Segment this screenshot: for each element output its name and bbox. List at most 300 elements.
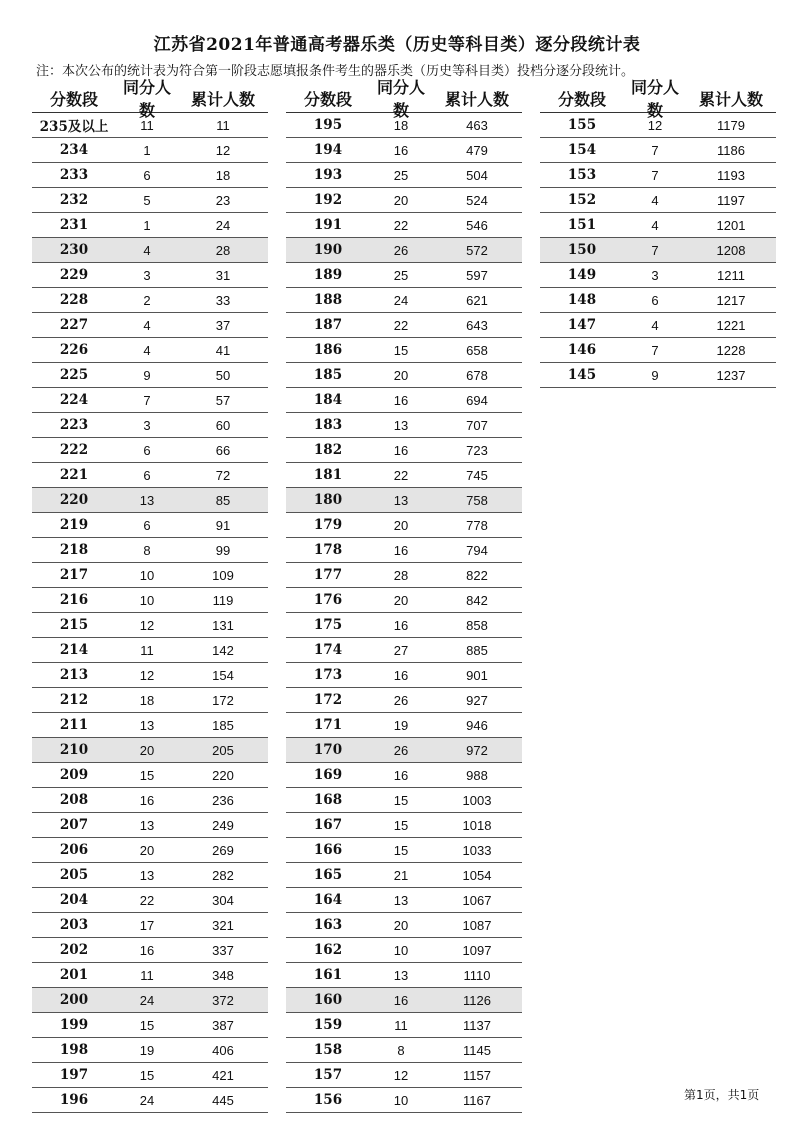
- table-row: [32, 1088, 268, 1113]
- score-cell: 218: [59, 542, 89, 558]
- cumulative-count-cell: 66: [215, 442, 231, 458]
- table-row: [286, 638, 522, 663]
- table-row: [32, 938, 268, 963]
- score-cell: 165: [313, 867, 343, 883]
- score-cell: 220: [59, 492, 89, 508]
- table-row: [32, 313, 268, 338]
- same-count-cell: 12: [647, 117, 663, 133]
- same-count-cell: 15: [393, 817, 409, 833]
- table-row: [32, 963, 268, 988]
- score-cell: 214: [59, 642, 89, 658]
- score-cell: 224: [59, 392, 89, 408]
- cumulative-count-cell: 445: [212, 1092, 234, 1108]
- cumulative-count-cell: 1208: [716, 242, 746, 258]
- cumulative-count-cell: 37: [215, 317, 231, 333]
- score-cell: 221: [59, 467, 89, 483]
- cumulative-count-cell: 1018: [462, 817, 492, 833]
- score-cell: 217: [59, 567, 89, 583]
- same-count-cell: 20: [393, 367, 409, 383]
- cumulative-count-cell: 504: [466, 167, 488, 183]
- table-row: [32, 588, 268, 613]
- score-cell: 151: [567, 217, 597, 233]
- same-count-cell: 8: [143, 542, 151, 558]
- score-cell: 208: [59, 792, 89, 808]
- score-cell: 160: [313, 992, 343, 1008]
- table-row: [32, 238, 268, 263]
- score-cell: 150: [567, 242, 597, 258]
- table-row: [540, 288, 776, 313]
- cumulative-count-cell: 220: [212, 767, 234, 783]
- score-cell: 188: [313, 292, 343, 308]
- cumulative-count-cell: 463: [466, 117, 488, 133]
- table-row: [32, 363, 268, 388]
- same-count-cell: 10: [393, 942, 409, 958]
- table-row: [286, 413, 522, 438]
- table-row: [286, 463, 522, 488]
- score-cell: 226: [59, 342, 89, 358]
- same-count-cell: 24: [139, 992, 155, 1008]
- cumulative-count-cell: 1067: [462, 892, 492, 908]
- score-cell: 227: [59, 317, 89, 333]
- same-count-cell: 16: [393, 767, 409, 783]
- score-cell: 181: [313, 467, 343, 483]
- table-row: [286, 988, 522, 1013]
- table-row: [32, 513, 268, 538]
- score-cell: 178: [313, 542, 343, 558]
- same-count-cell: 7: [651, 167, 659, 183]
- cumulative-count-cell: 524: [466, 192, 488, 208]
- same-count-cell: 7: [143, 392, 151, 408]
- score-cell: 166: [313, 842, 343, 858]
- table-row: [286, 713, 522, 738]
- same-count-cell: 3: [651, 267, 659, 283]
- cumulative-count-cell: 282: [212, 867, 234, 883]
- score-cell: 209: [59, 767, 89, 783]
- table-rows: [286, 113, 522, 1113]
- score-cell: 225: [59, 367, 89, 383]
- cumulative-count-cell: 406: [212, 1042, 234, 1058]
- table-row: [32, 763, 268, 788]
- cumulative-count-cell: 842: [466, 592, 488, 608]
- cumulative-count-cell: 72: [215, 467, 231, 483]
- same-count-cell: 10: [139, 567, 155, 583]
- cumulative-count-cell: 18: [215, 167, 231, 183]
- table-row: [286, 1013, 522, 1038]
- same-count-cell: 15: [139, 767, 155, 783]
- cumulative-count-cell: 678: [466, 367, 488, 383]
- table-row: [286, 388, 522, 413]
- same-count-cell: 4: [651, 317, 659, 333]
- score-cell: 172: [313, 692, 343, 708]
- cumulative-count-cell: 321: [212, 917, 234, 933]
- score-cell: 195: [313, 117, 343, 133]
- cumulative-count-cell: 546: [466, 217, 488, 233]
- cumulative-count-cell: 1201: [716, 217, 746, 233]
- cumulative-count-cell: 337: [212, 942, 234, 958]
- score-cell: 145: [567, 367, 597, 383]
- table-row: [286, 163, 522, 188]
- same-count-cell: 27: [393, 642, 409, 658]
- score-cell: 228: [59, 292, 89, 308]
- score-table-column-2: [286, 78, 522, 1113]
- table-row: [286, 113, 522, 138]
- score-cell: 216: [59, 592, 89, 608]
- table-row: [286, 863, 522, 888]
- score-cell: 205: [59, 867, 89, 883]
- score-cell: 203: [59, 917, 89, 933]
- score-cell: 192: [313, 192, 343, 208]
- table-row: [32, 888, 268, 913]
- score-table-column-3: [540, 78, 776, 388]
- table-row: [286, 963, 522, 988]
- score-cell: 212: [59, 692, 89, 708]
- same-count-cell: 16: [393, 442, 409, 458]
- score-cell: 201: [59, 967, 89, 983]
- cumulative-count-cell: 479: [466, 142, 488, 158]
- same-count-cell: 24: [393, 292, 409, 308]
- cumulative-count-cell: 172: [212, 692, 234, 708]
- same-count-cell: 16: [139, 792, 155, 808]
- table-row: [32, 913, 268, 938]
- cumulative-count-cell: 91: [215, 517, 231, 533]
- same-count-cell: 22: [393, 467, 409, 483]
- table-row: [32, 188, 268, 213]
- score-cell: 164: [313, 892, 343, 908]
- cumulative-count-cell: 60: [215, 417, 231, 433]
- same-count-cell: 16: [139, 942, 155, 958]
- same-count-cell: 4: [651, 217, 659, 233]
- score-table-column-1: [32, 78, 268, 1113]
- score-cell: 148: [567, 292, 597, 308]
- cumulative-count-cell: 421: [212, 1067, 234, 1083]
- cumulative-count-cell: 11: [216, 117, 230, 133]
- score-cell: 167: [313, 817, 343, 833]
- same-count-cell: 20: [393, 192, 409, 208]
- score-cell: 176: [313, 592, 343, 608]
- cumulative-count-cell: 85: [215, 492, 231, 508]
- cumulative-count-cell: 12: [215, 142, 231, 158]
- cumulative-count-cell: 205: [212, 742, 234, 758]
- score-cell: 183: [313, 417, 343, 433]
- score-cell: 171: [313, 717, 343, 733]
- table-row: [540, 238, 776, 263]
- same-count-cell: 4: [143, 342, 151, 358]
- same-count-cell: 11: [140, 967, 154, 983]
- score-cell: 193: [313, 167, 343, 183]
- table-row: [32, 263, 268, 288]
- table-header: [540, 78, 776, 120]
- same-count-cell: 12: [139, 617, 155, 633]
- score-cell: 234: [59, 142, 89, 158]
- score-cell: 199: [59, 1017, 89, 1033]
- table-row: [286, 788, 522, 813]
- same-count-cell: 6: [143, 467, 151, 483]
- cumulative-count-cell: 304: [212, 892, 234, 908]
- same-count-cell: 15: [393, 792, 409, 808]
- same-count-cell: 1: [143, 142, 151, 158]
- same-count-cell: 17: [139, 917, 155, 933]
- cumulative-count-cell: 236: [212, 792, 234, 808]
- cumulative-count-cell: 1054: [462, 867, 492, 883]
- same-count-cell: 16: [393, 542, 409, 558]
- same-count-cell: 1: [143, 217, 151, 233]
- cumulative-count-cell: 707: [466, 417, 488, 433]
- same-count-cell: 13: [393, 417, 409, 433]
- same-count-cell: 20: [139, 842, 155, 858]
- score-cell: 230: [59, 242, 89, 258]
- table-row: [32, 663, 268, 688]
- cumulative-count-cell: 1197: [717, 192, 745, 208]
- score-cell: 170: [313, 742, 343, 758]
- table-row: [32, 788, 268, 813]
- header-same-count: 同分人数: [376, 78, 425, 120]
- same-count-cell: 7: [651, 342, 659, 358]
- same-count-cell: 13: [393, 967, 409, 983]
- cumulative-count-cell: 1167: [463, 1092, 491, 1108]
- score-cell: 219: [59, 517, 89, 533]
- same-count-cell: 25: [393, 167, 409, 183]
- table-row: [286, 363, 522, 388]
- cumulative-count-cell: 31: [215, 267, 231, 283]
- score-cell: 146: [567, 342, 597, 358]
- header-same-count: 同分人数: [122, 78, 171, 120]
- cumulative-count-cell: 972: [466, 742, 488, 758]
- same-count-cell: 26: [393, 242, 409, 258]
- cumulative-count-cell: 1193: [717, 167, 745, 183]
- cumulative-count-cell: 927: [466, 692, 488, 708]
- same-count-cell: 26: [393, 692, 409, 708]
- same-count-cell: 2: [143, 292, 151, 308]
- table-row: [286, 838, 522, 863]
- cumulative-count-cell: 1145: [463, 1042, 491, 1058]
- cumulative-count-cell: 794: [466, 542, 488, 558]
- score-cell: 179: [313, 517, 343, 533]
- same-count-cell: 20: [139, 742, 155, 758]
- score-cell: 206: [59, 842, 89, 858]
- score-cell: 229: [59, 267, 89, 283]
- table-row: [286, 913, 522, 938]
- table-row: [286, 313, 522, 338]
- table-row: [286, 1038, 522, 1063]
- same-count-cell: 5: [143, 192, 151, 208]
- same-count-cell: 26: [393, 742, 409, 758]
- score-cell: 154: [567, 142, 597, 158]
- table-row: [286, 563, 522, 588]
- same-count-cell: 13: [393, 492, 409, 508]
- same-count-cell: 12: [139, 667, 155, 683]
- same-count-cell: 20: [393, 592, 409, 608]
- score-cell: 169: [313, 767, 343, 783]
- table-row: [286, 663, 522, 688]
- table-row: [32, 738, 268, 763]
- table-row: [286, 588, 522, 613]
- score-cell: 190: [313, 242, 343, 258]
- table-row: [540, 213, 776, 238]
- table-row: [286, 763, 522, 788]
- cumulative-count-cell: 372: [212, 992, 234, 1008]
- same-count-cell: 7: [651, 142, 659, 158]
- score-cell: 152: [567, 192, 597, 208]
- same-count-cell: 9: [651, 367, 659, 383]
- same-count-cell: 15: [393, 842, 409, 858]
- cumulative-count-cell: 778: [466, 517, 488, 533]
- score-cell: 200: [59, 992, 89, 1008]
- header-score: 分数段: [303, 89, 352, 109]
- score-cell: 232: [59, 192, 89, 208]
- cumulative-count-cell: 131: [212, 617, 234, 633]
- same-count-cell: 11: [140, 642, 154, 658]
- score-cell: 223: [59, 417, 89, 433]
- score-cell: 213: [59, 667, 89, 683]
- table-row: [540, 313, 776, 338]
- page-title: 江苏省2021年普通高考器乐类（历史等科目类）逐分段统计表: [153, 35, 641, 55]
- cumulative-count-cell: 758: [466, 492, 488, 508]
- score-cell: 185: [313, 367, 343, 383]
- score-cell: 155: [567, 117, 597, 133]
- score-cell: 147: [567, 317, 597, 333]
- same-count-cell: 20: [393, 517, 409, 533]
- cumulative-count-cell: 1033: [462, 842, 492, 858]
- table-row: [32, 388, 268, 413]
- score-cell: 182: [313, 442, 343, 458]
- cumulative-count-cell: 1237: [716, 367, 746, 383]
- score-cell: 187: [313, 317, 343, 333]
- table-row: [286, 738, 522, 763]
- cumulative-count-cell: 597: [466, 267, 488, 283]
- same-count-cell: 7: [651, 242, 659, 258]
- cumulative-count-cell: 23: [215, 192, 231, 208]
- same-count-cell: 13: [139, 492, 155, 508]
- cumulative-count-cell: 99: [215, 542, 231, 558]
- table-row: [32, 138, 268, 163]
- table-row: [32, 638, 268, 663]
- table-row: [286, 263, 522, 288]
- same-count-cell: 18: [393, 117, 409, 133]
- table-row: [32, 613, 268, 638]
- cumulative-count-cell: 901: [466, 667, 488, 683]
- table-row: [286, 288, 522, 313]
- score-cell: 202: [59, 942, 89, 958]
- same-count-cell: 15: [139, 1067, 155, 1083]
- same-count-cell: 21: [393, 867, 409, 883]
- table-row: [32, 1013, 268, 1038]
- cumulative-count-cell: 988: [466, 767, 488, 783]
- same-count-cell: 16: [393, 392, 409, 408]
- same-count-cell: 28: [393, 567, 409, 583]
- cumulative-count-cell: 694: [466, 392, 488, 408]
- cumulative-count-cell: 387: [212, 1017, 234, 1033]
- score-cell: 153: [567, 167, 597, 183]
- same-count-cell: 9: [143, 367, 151, 383]
- same-count-cell: 18: [139, 692, 155, 708]
- cumulative-count-cell: 142: [212, 642, 234, 658]
- same-count-cell: 12: [393, 1067, 409, 1083]
- same-count-cell: 6: [143, 167, 151, 183]
- header-score: 分数段: [49, 89, 98, 109]
- same-count-cell: 10: [393, 1092, 409, 1108]
- same-count-cell: 6: [651, 292, 659, 308]
- cumulative-count-cell: 28: [215, 242, 231, 258]
- cumulative-count-cell: 1097: [462, 942, 492, 958]
- table-row: [32, 838, 268, 863]
- same-count-cell: 16: [393, 992, 409, 1008]
- score-cell: 159: [313, 1017, 343, 1033]
- score-cell: 149: [567, 267, 597, 283]
- header-score: 分数段: [557, 89, 606, 109]
- cumulative-count-cell: 723: [466, 442, 488, 458]
- table-row: [32, 213, 268, 238]
- table-row: [32, 438, 268, 463]
- page-footer: 第1页，共1页: [684, 1088, 760, 1102]
- table-row: [540, 138, 776, 163]
- cumulative-count-cell: 1003: [462, 792, 492, 808]
- cumulative-count-cell: 885: [466, 642, 488, 658]
- score-cell: 194: [313, 142, 343, 158]
- same-count-cell: 13: [393, 892, 409, 908]
- same-count-cell: 3: [143, 267, 151, 283]
- score-cell: 157: [313, 1067, 343, 1083]
- table-row: [32, 113, 268, 138]
- score-cell: 173: [313, 667, 343, 683]
- table-row: [540, 338, 776, 363]
- score-cell: 161: [313, 967, 343, 983]
- same-count-cell: 4: [143, 242, 151, 258]
- cumulative-count-cell: 41: [215, 342, 231, 358]
- cumulative-count-cell: 1087: [462, 917, 492, 933]
- table-row: [286, 513, 522, 538]
- table-row: [540, 188, 776, 213]
- table-row: [32, 688, 268, 713]
- score-cell: 186: [313, 342, 343, 358]
- score-cell: 191: [313, 217, 343, 233]
- table-row: [540, 113, 776, 138]
- score-cell: 163: [313, 917, 343, 933]
- score-cell: 235及以上: [39, 119, 109, 135]
- table-row: [32, 338, 268, 363]
- table-row: [286, 213, 522, 238]
- table-row: [286, 538, 522, 563]
- score-cell: 196: [59, 1092, 89, 1108]
- table-row: [32, 1063, 268, 1088]
- same-count-cell: 4: [143, 317, 151, 333]
- table-rows: [32, 113, 268, 1113]
- table-row: [32, 413, 268, 438]
- score-cell: 184: [313, 392, 343, 408]
- table-row: [540, 163, 776, 188]
- cumulative-count-cell: 1110: [463, 967, 491, 983]
- cumulative-count-cell: 185: [212, 717, 234, 733]
- cumulative-count-cell: 572: [466, 242, 488, 258]
- same-count-cell: 8: [397, 1042, 405, 1058]
- table-row: [32, 813, 268, 838]
- table-row: [32, 538, 268, 563]
- same-count-cell: 22: [393, 217, 409, 233]
- score-cell: 174: [313, 642, 343, 658]
- same-count-cell: 15: [139, 1017, 155, 1033]
- table-row: [286, 238, 522, 263]
- same-count-cell: 20: [393, 917, 409, 933]
- cumulative-count-cell: 57: [215, 392, 231, 408]
- score-cell: 215: [59, 617, 89, 633]
- score-cell: 211: [59, 717, 89, 733]
- table-rows: [540, 113, 776, 388]
- cumulative-count-cell: 249: [212, 817, 234, 833]
- cumulative-count-cell: 33: [215, 292, 231, 308]
- cumulative-count-cell: 1186: [717, 142, 745, 158]
- table-row: [32, 163, 268, 188]
- score-cell: 204: [59, 892, 89, 908]
- table-row: [286, 688, 522, 713]
